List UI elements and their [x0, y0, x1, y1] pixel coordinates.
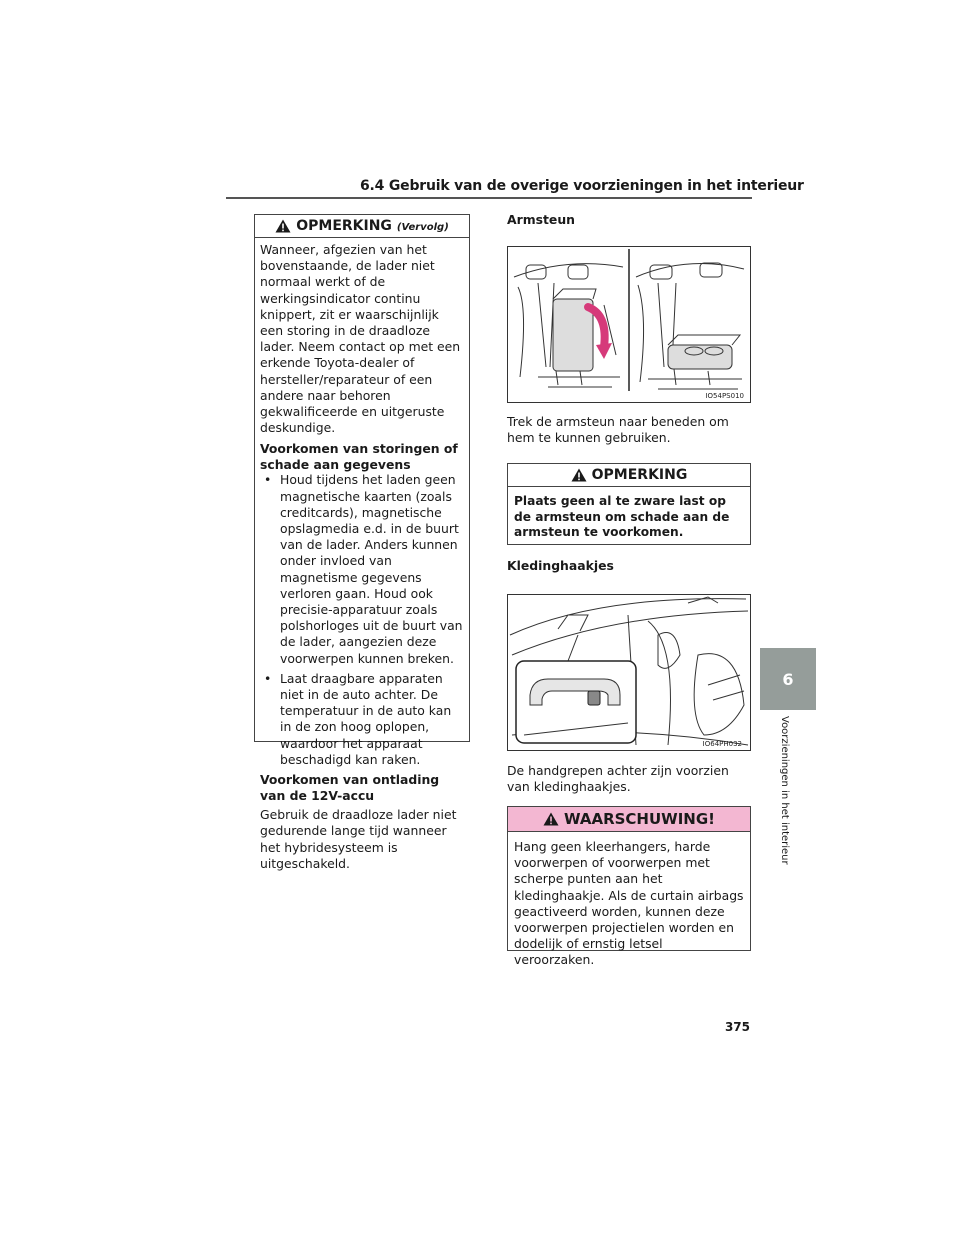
- notice-header: [508, 464, 750, 487]
- warning-triangle-icon: [275, 219, 291, 233]
- notice-box-continued: [254, 214, 470, 871]
- notice-intro-text: Wanneer, afgezien van het bovenstaande, de lader niet normaal werkt of de werkingsindicator continu knippert, zit er waarschijnlijk een storing in de draadloze lader. Neem contact op met een erkende Toyota-dealer of hersteller/reparateur of een andere naar behoren gekwalificeerde en uitgeruste deskundige.: [260, 242, 461, 436]
- warning-triangle-icon: [543, 812, 559, 826]
- hooks-caption: De handgrepen achter zijn voorzien van kledinghaakjes.: [507, 763, 729, 795]
- warning-label: WAARSCHUWING!: [563, 810, 716, 828]
- page-number: 375: [724, 1020, 750, 1034]
- notice-header: [255, 215, 469, 238]
- hooks-illustration: [508, 595, 751, 751]
- warning-header: [508, 807, 750, 832]
- notice-sublabel: (Vervolg): [396, 221, 449, 233]
- armrest-title: Armsteun: [507, 212, 575, 227]
- section-title-data-damage: Voorkomen van storingen of schade aan gegevens: [260, 441, 458, 472]
- page-header-title: 6.4 Gebruik van de overige voorzieningen in het interieur: [360, 178, 804, 194]
- hooks-title: Kledinghaakjes: [507, 558, 614, 573]
- header-divider: [226, 197, 752, 199]
- section-title-battery: Voorkomen van ontlading van de 12V-accu: [260, 772, 440, 803]
- notice-label: OPMERKING: [296, 218, 392, 234]
- warning-triangle-icon: [571, 468, 587, 482]
- armrest-figure: [507, 246, 751, 403]
- armrest-illustration: [508, 247, 751, 403]
- battery-text: Gebruik de draadloze lader niet gedurende lange tijd wanneer het hybridesysteem is uitgeschakeld.: [260, 807, 457, 871]
- armrest-caption: Trek de armsteun naar beneden om hem te kunnen gebruiken.: [507, 414, 729, 446]
- hooks-warning-box: [507, 806, 751, 968]
- hooks-warning-text: Hang geen kleerhangers, harde voorwerpen of voorwerpen met scherpe punten aan het kledinghaakje. Als de curtain airbags geactiveerd worden, kunnen deze voorwerpen projectielen worden en dodelijk of ernstig letsel veroorzaken.: [514, 839, 744, 968]
- chapter-label-vertical: Voorzieningen in het interieur: [779, 716, 790, 865]
- chapter-number: 6: [782, 669, 794, 689]
- chapter-tab: [760, 648, 816, 710]
- figure-code: IO64PH032: [702, 740, 742, 748]
- notice-label: OPMERKING: [591, 467, 688, 483]
- bullet-item-magnetic: • Houd tijdens het laden geen magnetische kaarten (zoals creditcards), magnetische opslagmedia e.d. in de buurt van de lader. Anders kunnen onder invloed van magnetisme gegevens verloren gaan. Houd ook precisie-apparatuur zoals polshorloges uit de buurt van de lader, aangezien deze voorwerpen kunnen breken.: [260, 472, 464, 666]
- bullet-item-devices: • Laat draagbare apparaten niet in de auto achter. De temperatuur in de auto kan in de zon hoog oplopen, waardoor het apparaat beschadigd kan raken.: [260, 671, 464, 768]
- figure-code: IO54PS010: [705, 392, 744, 400]
- armrest-notice-box: [507, 463, 751, 545]
- armrest-notice-text: Plaats geen al te zware last op de armsteun om schade aan de armsteun te voorkomen.: [514, 494, 730, 539]
- hooks-figure: [507, 594, 751, 751]
